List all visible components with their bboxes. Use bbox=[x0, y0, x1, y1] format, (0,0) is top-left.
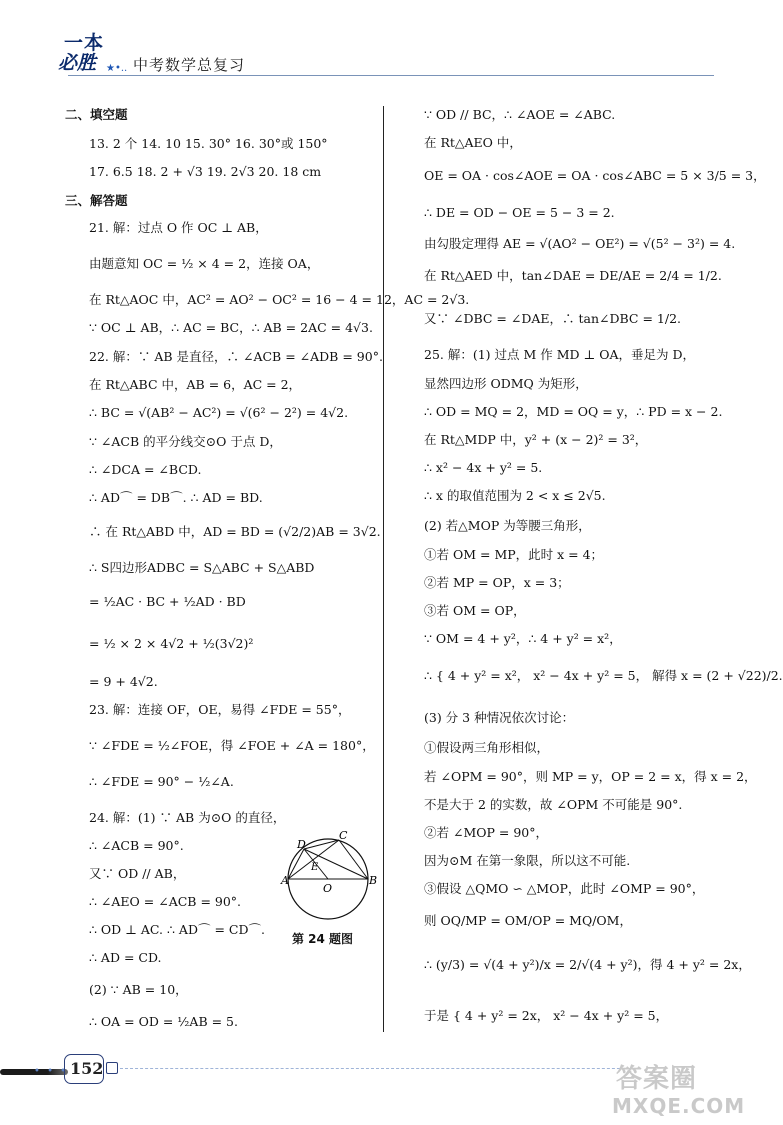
label-c: C bbox=[339, 829, 348, 842]
label-d: D bbox=[297, 838, 306, 851]
answer-line: 25. 解：(1) 过点 M 作 MD ⊥ OA，垂足为 D， bbox=[424, 347, 696, 362]
answer-line: (3) 分 3 种情况依次讨论： bbox=[424, 710, 575, 725]
answer-line: 22. 解：∵ AB 是直径，∴ ∠ACB = ∠ADB = 90°. bbox=[89, 349, 383, 364]
page-number: 152 bbox=[70, 1059, 104, 1078]
answer-line: = ½ × 2 × 4√2 + ½(3√2)² bbox=[89, 636, 254, 651]
answer-line: ∴ x 的取值范围为 2 < x ≤ 2√5. bbox=[424, 488, 606, 503]
answer-line: = 9 + 4√2. bbox=[89, 674, 158, 689]
answer-line: 23. 解：连接 OF，OE，易得 ∠FDE = 55°， bbox=[89, 702, 351, 717]
answer-line: ∵ ∠FDE = ½∠FOE，得 ∠FOE + ∠A = 180°， bbox=[89, 738, 375, 753]
problem-24-figure bbox=[281, 829, 379, 931]
answer-line: 若 ∠OPM = 90°，则 MP = y，OP = 2 = x，得 x = 2， bbox=[424, 769, 757, 784]
answer-line: ∴ { 4 + y² = x²， x² − 4x + y² = 5， 解得 x = (2 + √22)/2. bbox=[424, 668, 783, 683]
answer-line: ∴ ∠DCA = ∠BCD. bbox=[89, 462, 202, 477]
answer-line: ∴ BC = √(AB² − AC²) = √(6² − 2²) = 4√2. bbox=[89, 405, 349, 420]
answer-line: ∵ OM = 4 + y²，∴ 4 + y² = x²， bbox=[424, 631, 622, 646]
answer-line: 13. 2 个 14. 10 15. 30° 16. 30°或 150° bbox=[89, 136, 328, 151]
answer-line: 21. 解：过点 O 作 OC ⊥ AB， bbox=[89, 220, 268, 235]
label-b: B bbox=[369, 874, 378, 887]
answer-line: ∴ AD = CD. bbox=[89, 950, 162, 965]
footer-dots: • • • bbox=[34, 1066, 69, 1077]
answer-line: ∴ DE = OD − OE = 5 − 3 = 2. bbox=[424, 205, 615, 220]
answer-line: ∴ ∠AEO = ∠ACB = 90°. bbox=[89, 894, 242, 909]
answer-line: 在 Rt△AED 中，tan∠DAE = DE/AE = 2/4 = 1/2. bbox=[424, 268, 722, 283]
watermark-logo: 答案圈 bbox=[616, 1064, 698, 1094]
answer-line: OE = OA · cos∠AOE = OA · cos∠ABC = 5 × 3/5 = 3， bbox=[424, 168, 766, 183]
answer-line: ∴ OD ⊥ AC. ∴ AD⌒ = CD⌒. bbox=[89, 922, 265, 937]
label-a: A bbox=[281, 874, 289, 887]
answer-line: 在 Rt△MDP 中，y² + (x − 2)² = 3²， bbox=[424, 432, 648, 447]
page-header bbox=[0, 0, 750, 80]
answer-line: 17. 6.5 18. 2 + √3 19. 2√3 20. 18 cm bbox=[89, 164, 322, 179]
footer-rule bbox=[120, 1068, 640, 1069]
circle-diagram bbox=[281, 829, 379, 928]
answer-line: ③假设 △QMO ∽ △MOP，此时 ∠OMP = 90°， bbox=[424, 881, 705, 896]
answer-line: 在 Rt△AEO 中， bbox=[424, 135, 522, 150]
answer-line: ∴ ∠ACB = 90°. bbox=[89, 838, 184, 853]
answer-line: 又∵ ∠DBC = ∠DAE，∴ tan∠DBC = 1/2. bbox=[424, 311, 682, 326]
answer-line: 则 OQ/MP = OM/OP = MQ/OM， bbox=[424, 913, 632, 928]
answer-line: ③若 OM = OP， bbox=[424, 603, 526, 618]
answer-line: 24. 解：(1) ∵ AB 为⊙O 的直径， bbox=[89, 810, 286, 825]
page-square-icon bbox=[106, 1062, 118, 1074]
chord-cb bbox=[339, 840, 368, 879]
answer-line: ∴ x² − 4x + y² = 5. bbox=[424, 460, 543, 475]
logo-dots: ★•.. bbox=[106, 63, 128, 74]
answer-line: 于是 { 4 + y² = 2x， x² − 4x + y² = 5， bbox=[424, 1008, 669, 1023]
answer-line: ①假设两三角形相似， bbox=[424, 740, 550, 755]
brand-logo bbox=[58, 28, 128, 76]
figure-caption: 第 24 题图 bbox=[292, 932, 354, 946]
answer-line: 显然四边形 ODMQ 为矩形， bbox=[424, 376, 588, 391]
answer-line: 不是大于 2 的实数，故 ∠OPM 不可能是 90°. bbox=[424, 797, 683, 812]
answer-line: ∴ AD⌒ = DB⌒. ∴ AD = BD. bbox=[89, 490, 263, 505]
answer-line: ①若 OM = MP，此时 x = 4； bbox=[424, 547, 604, 562]
answer-line: = ½AC · BC + ½AD · BD bbox=[89, 594, 246, 609]
book-title: 中考数学总复习 bbox=[133, 56, 246, 74]
answer-line: 由题意知 OC = ½ × 4 = 2，连接 OA， bbox=[89, 256, 320, 271]
answer-line: ∴ OA = OD = ½AB = 5. bbox=[89, 1014, 238, 1029]
answer-line: ∵ OC ⊥ AB，∴ AC = BC，∴ AB = 2AC = 4√3. bbox=[89, 320, 373, 335]
section-heading: 二、填空题 bbox=[65, 107, 128, 122]
column-divider bbox=[383, 106, 384, 1032]
label-o: O bbox=[323, 882, 333, 895]
label-e: E bbox=[311, 862, 319, 873]
answer-line: ∴ ∠FDE = 90° − ½∠A. bbox=[89, 774, 234, 789]
answer-line: (2) 若△MOP 为等腰三角形， bbox=[424, 518, 591, 533]
answer-line: 由勾股定理得 AE = √(AO² − OE²) = √(5² − 3²) = 4. bbox=[424, 236, 736, 251]
answer-line: ②若 MP = OP，x = 3； bbox=[424, 575, 570, 590]
logo-text-bottom: 必胜 bbox=[58, 52, 97, 74]
section-heading: 三、解答题 bbox=[65, 193, 128, 208]
answer-line: 在 Rt△ABC 中，AB = 6，AC = 2， bbox=[89, 377, 302, 392]
answer-line: (2) ∵ AB = 10， bbox=[89, 982, 188, 997]
watermark-url: MXQE.COM bbox=[612, 1094, 746, 1118]
chord-ac bbox=[288, 840, 339, 879]
answer-line: 因为⊙M 在第一象限，所以这不可能. bbox=[424, 853, 631, 868]
answer-line: ②若 ∠MOP = 90°， bbox=[424, 825, 548, 840]
logo-text-top: 一本 bbox=[64, 32, 105, 54]
answer-line: ∴ (y/3) = √(4 + y²)/x = 2/√(4 + y²)，得 4 + y² = 2x， bbox=[424, 957, 751, 972]
answer-line: ∵ ∠ACB 的平分线交⊙O 于点 D， bbox=[89, 434, 282, 449]
answer-line: 在 Rt△AOC 中，AC² = AO² − OC² = 16 − 4 = 12，AC = 2√3. bbox=[89, 292, 470, 307]
answer-line: ∵ OD // BC，∴ ∠AOE = ∠ABC. bbox=[424, 107, 616, 122]
answer-line: ∴ OD = MQ = 2，MD = OQ = y，∴ PD = x − 2. bbox=[424, 404, 723, 419]
answer-line: 又∵ OD // AB， bbox=[89, 866, 186, 881]
header-rule bbox=[68, 75, 714, 76]
answer-line: ∴ S四边形ADBC = S△ABC + S△ABD bbox=[89, 560, 315, 575]
answer-line: ∴ 在 Rt△ABD 中，AD = BD = (√2/2)AB = 3√2. bbox=[89, 524, 381, 539]
